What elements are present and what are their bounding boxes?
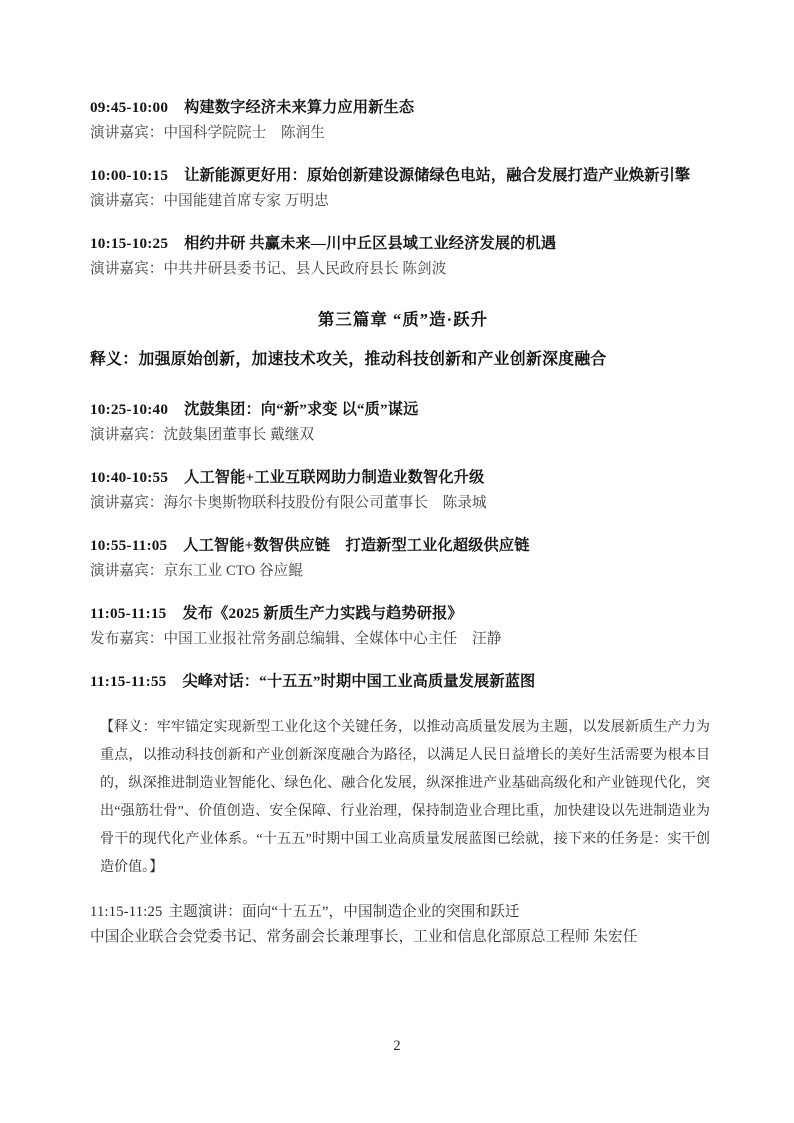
session-item [90, 534, 716, 583]
chapter-definition: 释义：加强原始创新，加速技术攻关，推动科技创新和产业创新深度融合 [90, 351, 607, 369]
session-speaker-line [90, 560, 716, 583]
session-speaker-line [90, 258, 716, 281]
speaker-label: 演讲嘉宾： [90, 260, 164, 277]
chapter-heading: 第三篇章 “质”造·跃升 [317, 309, 489, 329]
session-title-line [90, 398, 716, 423]
trailing-entry [90, 900, 716, 925]
session-item [90, 466, 716, 515]
session-list-bottom [90, 398, 716, 695]
session-time: 10:25-10:40 [90, 401, 169, 419]
session-title-line [90, 534, 716, 559]
speaker-label: 演讲嘉宾： [90, 427, 164, 444]
session-time: 09:45-10:00 [90, 99, 169, 116]
page-number: 2 [393, 1038, 401, 1054]
session-title-line [90, 96, 716, 121]
session-item [90, 96, 716, 145]
speaker-label: 演讲嘉宾： [90, 124, 164, 141]
session-title-text: 发布《2025 新质生产力实践与趋势研报》 [182, 605, 463, 623]
session-time: 11:05-11:15 [90, 605, 167, 623]
session-title-line [90, 602, 716, 627]
speaker-name: 京东工业 CTO 谷应鲲 [163, 562, 304, 579]
session-item [90, 232, 716, 281]
explainer-paragraph: 【释义：牢牢锚定实现新型工业化这个关键任务，以推动高质量发展为主题，以发展新质生产力为重点，以推动科技创新和产业创新深度融合为路径，以满足人民日益增长的美好生活需要为根本目的，纵深推进制造业智能化、绿色化、融合化发展，纵深推进产业基础高级化和产业链现代化，突出“强筋壮骨”、价值创造、安全保障、行业治理，保持制造业合理比重，加快建设以先进制造业为骨干的现代化产业体系。“十五五”时期中国工业高质量发展蓝图已绘就，接下来的任务是：实干创造价值。】 [100, 719, 710, 875]
session-time: 11:15-11:55 [90, 673, 167, 691]
session-title-text: 沈鼓集团：向“新”求变 以“质”谋远 [184, 401, 419, 419]
session-item [90, 602, 716, 651]
speaker-name: 中国能建首席专家 万明忠 [163, 192, 329, 209]
session-title-text: 人工智能+工业互联网助力制造业数智化升级 [184, 469, 485, 487]
session-title-line [90, 164, 716, 189]
trailing-entry [90, 925, 716, 950]
speaker-label: 演讲嘉宾： [90, 562, 164, 579]
session-time: 10:55-11:05 [90, 537, 168, 555]
speaker-label: 演讲嘉宾： [90, 192, 164, 209]
session-time: 10:40-10:55 [90, 469, 169, 487]
session-time: 10:15-10:25 [90, 234, 169, 252]
session-speaker-line [90, 190, 716, 213]
session-item [90, 398, 716, 447]
session-title-text: 尖峰对话：“十五五”时期中国工业高质量发展新蓝图 [182, 673, 536, 691]
speaker-name: 中共井研县委书记、县人民政府县长 陈剑波 [163, 260, 447, 277]
speaker-label: 发布嘉宾： [90, 630, 164, 647]
session-title-line [90, 670, 716, 695]
session-speaker-line [90, 492, 716, 515]
speaker-name: 中国科学院院士 陈润生 [163, 124, 326, 141]
speaker-name: 沈鼓集团董事长 戴继双 [163, 427, 315, 444]
speaker-label: 演讲嘉宾： [90, 495, 164, 512]
trailing-entry-title: 主题演讲：面向“十五五”，中国制造企业的突围和跃迁 [168, 903, 520, 920]
speaker-name: 中国工业报社常务副总编辑、全媒体中心主任 汪静 [163, 630, 502, 647]
session-title-line [90, 232, 716, 257]
session-speaker-line [90, 628, 716, 651]
trailing-entry-list [90, 900, 716, 950]
session-speaker-line [90, 122, 716, 145]
session-title-text: 构建数字经济未来算力应用新生态 [184, 99, 415, 116]
trailing-entry-title: 中国企业联合会党委书记、常务副会长兼理事长，工业和信息化部原总工程师 朱宏任 [90, 929, 638, 946]
session-title-text: 人工智能+数智供应链 打造新型工业化超级供应链 [183, 537, 530, 555]
session-title-text: 相约井研 共赢未来—川中丘区县域工业经济发展的机遇 [184, 234, 557, 252]
trailing-entry-time: 11:15-11:25 [90, 903, 163, 920]
document-body [90, 96, 716, 950]
session-title-line [90, 466, 716, 491]
speaker-name: 海尔卡奥斯物联科技股份有限公司董事长 陈录城 [163, 495, 487, 512]
session-item [90, 164, 716, 213]
session-speaker-line [90, 424, 716, 447]
session-title-text: 让新能源更好用：原始创新建设源储绿色电站，融合发展打造产业焕新引擎 [184, 166, 691, 184]
session-list-top [90, 96, 716, 281]
session-item [90, 670, 716, 695]
session-time: 10:00-10:15 [90, 166, 169, 184]
